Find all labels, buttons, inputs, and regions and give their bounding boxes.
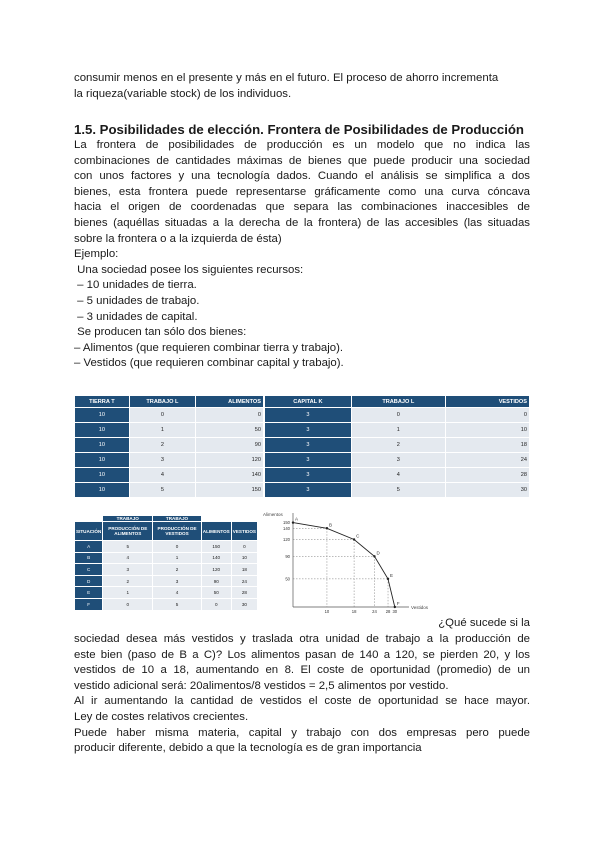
table-cell: 90 xyxy=(196,438,263,452)
table-cell: 50 xyxy=(202,587,231,598)
table-cell: 4 xyxy=(153,587,200,598)
table-cell: 3 xyxy=(265,408,351,422)
resource-item: – 10 unidades de tierra. xyxy=(74,279,197,292)
table-cell: 3 xyxy=(130,453,195,467)
intro-line: consumir menos en el presente y más en el futuro. El proceso de ahorro incrementa xyxy=(74,72,499,84)
table-cell: 140 xyxy=(196,468,263,482)
table-header: VESTIDOS xyxy=(446,396,529,407)
point-label: A xyxy=(295,516,299,522)
table-header: TIERRA T xyxy=(75,396,129,407)
table-row xyxy=(75,541,257,552)
definition-paragraph xyxy=(74,138,530,372)
table-cell: 0 xyxy=(153,541,200,552)
y-tick-label: 150 xyxy=(283,520,290,526)
table-row xyxy=(265,453,529,467)
clothing-production-table xyxy=(264,395,530,498)
table-cell: 10 xyxy=(232,553,257,564)
table-cell: 18 xyxy=(232,564,257,575)
table-cell: 1 xyxy=(352,423,445,437)
table-row xyxy=(265,468,529,482)
table-cell: B xyxy=(75,553,102,564)
table-cell: 10 xyxy=(75,453,129,467)
table-cell: 140 xyxy=(202,553,231,564)
text-line: sociedad desea más vestidos y traslada otra unidad de trabajo a la producción de xyxy=(74,633,530,645)
table-cell: 120 xyxy=(196,453,263,467)
table-row xyxy=(75,453,263,467)
table-group-header: TRABAJO xyxy=(103,516,152,521)
table-row xyxy=(75,408,263,422)
y-tick-label: 90 xyxy=(285,553,290,559)
table-cell: 10 xyxy=(75,423,129,437)
text-line: con unos factores y una tecnología dados. Cuando el análisis se simplifica a dos xyxy=(74,170,530,183)
text-line: Puede haber misma materia, capital y trabajo con dos empresas pero puede xyxy=(74,726,530,739)
table-cell: 10 xyxy=(75,468,129,482)
table-cell: 0 xyxy=(352,408,445,422)
table-cell: 3 xyxy=(265,468,351,482)
table-cell: 2 xyxy=(153,564,200,575)
table-cell: 5 xyxy=(352,483,445,497)
table-cell: 10 xyxy=(75,408,129,422)
table-cell: 30 xyxy=(232,599,257,610)
table-cell: 150 xyxy=(202,541,231,552)
table-header: TRABAJO L xyxy=(352,396,445,407)
table-row xyxy=(75,423,263,437)
x-tick-label: 18 xyxy=(351,609,357,614)
table-cell: 24 xyxy=(232,576,257,587)
frontier-point xyxy=(353,538,355,540)
table-cell: 50 xyxy=(196,423,263,437)
y-tick-label: 120 xyxy=(283,537,290,542)
table-cell: 10 xyxy=(446,423,529,437)
table-cell: C xyxy=(75,564,102,575)
point-label: B xyxy=(328,522,332,528)
table-cell: A xyxy=(75,541,102,552)
goods-intro: Se producen tan sólo dos bienes: xyxy=(74,326,247,339)
table-row xyxy=(75,599,257,610)
goods-item: – Vestidos (que requieren combinar capital y trabajo). xyxy=(74,357,344,370)
table-cell: D xyxy=(75,576,102,587)
table-cell: 30 xyxy=(446,483,529,497)
table-cell: 4 xyxy=(103,553,152,564)
resource-item: – 3 unidades de capital. xyxy=(74,310,198,323)
situations-table xyxy=(74,515,258,611)
text-line: Al ir aumentando la cantidad de vestidos el coste de oportunidad se hace mayor. xyxy=(74,695,530,708)
intro-line: la riqueza(variable stock) de los individuos. xyxy=(74,87,292,100)
ppf-chart xyxy=(261,509,429,615)
table-cell: 120 xyxy=(202,564,231,575)
point-label: F xyxy=(396,601,400,606)
table-cell: 0 xyxy=(196,408,263,422)
table-row xyxy=(75,564,257,575)
inline-question xyxy=(74,616,530,632)
table-cell: 90 xyxy=(202,576,231,587)
text-line: este bien (paso de B a C)? Los alimentos pasan de 140 a 120, se pierden 20, y los xyxy=(74,648,530,661)
x-tick-label: 30 xyxy=(392,609,398,614)
table-cell: 0 xyxy=(232,541,257,552)
frontier-point xyxy=(326,527,328,529)
table-row xyxy=(265,483,529,497)
table-cell: 3 xyxy=(265,453,351,467)
y-axis-label: Alimentos xyxy=(263,512,283,517)
goods-item: – Alimentos (que requieren combinar tierra y trabajo). xyxy=(74,341,344,354)
table-row xyxy=(265,423,529,437)
table-header: ALIMENTOS xyxy=(202,522,231,540)
text-line: bienes, esta frontera puede representarse gráficamente como una curva cóncava xyxy=(74,185,530,198)
table-cell: 2 xyxy=(352,438,445,452)
table-cell: 24 xyxy=(446,453,529,467)
table-cell: 4 xyxy=(130,468,195,482)
text-line: hacia el origen de coordenadas que separa las combinaciones inaccesibles de xyxy=(74,201,530,214)
text-line: sobre la frontera o a la izquierda de ésta) xyxy=(74,232,282,245)
table-cell: 0 xyxy=(446,408,529,422)
frontier-point xyxy=(292,521,294,523)
table-cell: 1 xyxy=(103,587,152,598)
x-tick-label: 24 xyxy=(372,609,377,614)
text-line: vestido adicional será: 20alimentos/8 vestidos = 2,5 alimentos por vestido. xyxy=(74,679,449,692)
table-header: CAPITAL K xyxy=(265,396,351,407)
table-cell: 28 xyxy=(446,468,529,482)
table-cell: 3 xyxy=(265,438,351,452)
table-cell: 1 xyxy=(153,553,200,564)
table-cell: 3 xyxy=(153,576,200,587)
table-cell: 0 xyxy=(103,599,152,610)
example-label: Ejemplo: xyxy=(74,248,119,261)
table-cell: 3 xyxy=(265,483,351,497)
table-row xyxy=(265,438,529,452)
frontier-point xyxy=(387,578,389,580)
text-line: vestidos de 10 a 18, aumentando en 8. El coste de oportunidad (promedio) de un xyxy=(74,664,530,677)
table-header: TRABAJO L xyxy=(130,396,195,407)
table-row xyxy=(75,553,257,564)
text-line: bienes (aquéllas situadas a la derecha de la frontera) de las accesibles (las situadas xyxy=(74,216,530,229)
table-cell: 3 xyxy=(265,423,351,437)
table-cell: 150 xyxy=(196,483,263,497)
table-cell: 28 xyxy=(232,587,257,598)
table-cell: 2 xyxy=(103,576,152,587)
resources-intro: Una sociedad posee los siguientes recursos: xyxy=(74,263,304,276)
x-axis-label: Vestidos xyxy=(411,605,429,610)
y-tick-label: 50 xyxy=(285,576,290,582)
table-cell: F xyxy=(75,599,102,610)
table-cell: 1 xyxy=(130,423,195,437)
text-line: La frontera de posibilidades de producción es un modelo que no indica las xyxy=(74,139,530,151)
table-row xyxy=(75,438,263,452)
food-production-table xyxy=(74,395,264,498)
table-cell: 10 xyxy=(75,483,129,497)
frontier-point xyxy=(373,555,375,557)
x-tick-label: 28 xyxy=(385,609,391,614)
y-tick-label: 140 xyxy=(283,525,290,531)
table-cell: 5 xyxy=(153,599,200,610)
table-cell: E xyxy=(75,587,102,598)
table-cell: 0 xyxy=(130,408,195,422)
table-cell: 4 xyxy=(352,468,445,482)
point-label: E xyxy=(390,572,394,578)
question-text: ¿Qué sucede si la xyxy=(438,617,530,629)
table-row xyxy=(75,576,257,587)
table-cell: 5 xyxy=(130,483,195,497)
table-cell: 3 xyxy=(352,453,445,467)
opportunity-cost-paragraph xyxy=(74,632,530,757)
text-line: producir diferente, debido a que la tecnología es de gran importancia xyxy=(74,742,422,755)
table-header: SITUACIÓN xyxy=(75,522,102,540)
intro-paragraph xyxy=(74,71,530,102)
frontier-line xyxy=(293,523,395,607)
table-header: VESTIDOS xyxy=(232,522,257,540)
table-row xyxy=(265,408,529,422)
point-label: C xyxy=(356,533,360,539)
table-cell: 5 xyxy=(103,541,152,552)
text-line: combinaciones de cantidades máximas de bienes que puede producir una sociedad xyxy=(74,154,530,167)
table-header: PRODUCCIÓN DE ALIMENTOS xyxy=(103,522,152,540)
table-row xyxy=(75,483,263,497)
table-header: PRODUCCIÓN DE VESTIDOS xyxy=(153,522,200,540)
table-row xyxy=(75,468,263,482)
point-label: D xyxy=(376,550,380,556)
section-heading: 1.5. Posibilidades de elección. Frontera de Posibilidades de Producción xyxy=(74,122,524,137)
resource-item: – 5 unidades de trabajo. xyxy=(74,294,200,307)
table-row xyxy=(75,587,257,598)
table-header: ALIMENTOS xyxy=(196,396,263,407)
table-cell: 3 xyxy=(103,564,152,575)
table-cell: 0 xyxy=(202,599,231,610)
text-line: Ley de costes relativos crecientes. xyxy=(74,710,249,723)
frontier-point xyxy=(394,606,396,608)
x-tick-label: 10 xyxy=(324,609,330,614)
table-group-header: TRABAJO xyxy=(153,516,200,521)
table-cell: 10 xyxy=(75,438,129,452)
table-cell: 18 xyxy=(446,438,529,452)
table-cell: 2 xyxy=(130,438,195,452)
